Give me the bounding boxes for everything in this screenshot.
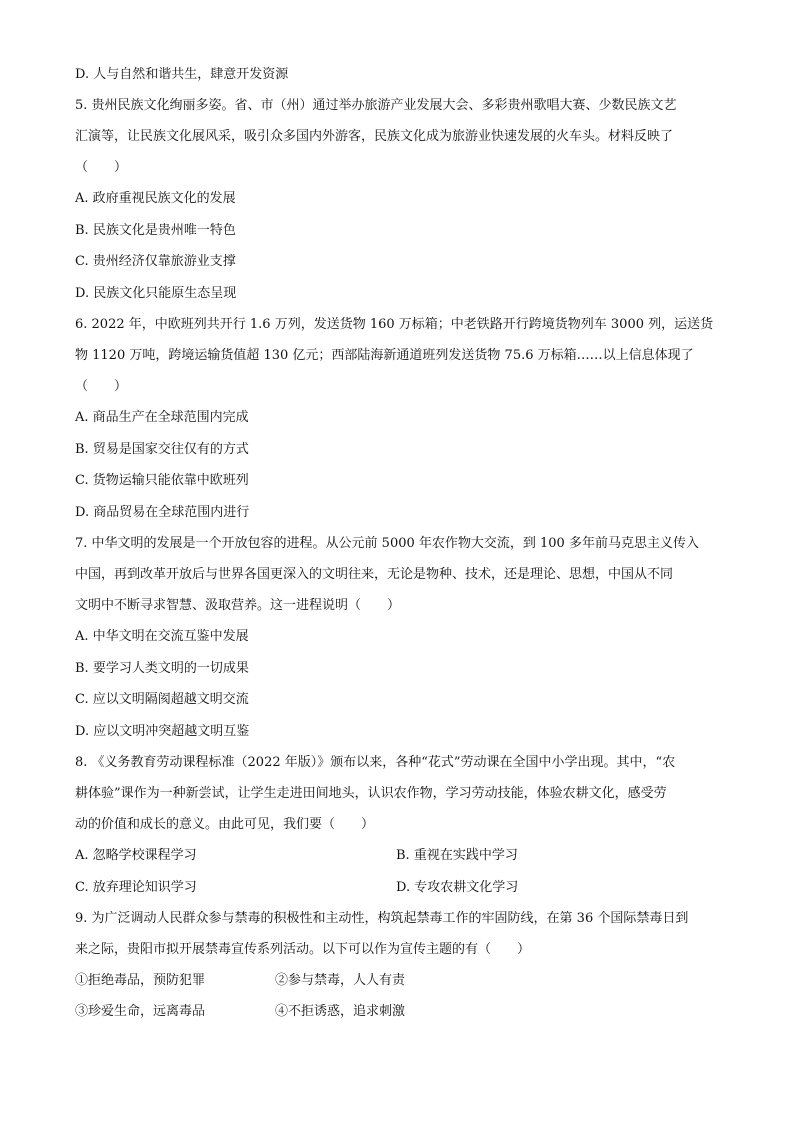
q8-stem-line3: 动的价值和成长的意义。由此可见，我们要（ ） — [75, 817, 375, 832]
q7-option-a[interactable]: A. 中华文明在交流互鉴中发展 — [75, 629, 249, 644]
q7-option-d[interactable]: D. 应以文明冲突超越文明互鉴 — [75, 724, 250, 739]
q7-option-c[interactable]: C. 应以文明隔阂超越文明交流 — [75, 692, 249, 707]
q8-stem-line1: 8. 《义务教育劳动课程标准（2022 年版）》颁布以来，各种“花式”劳动课在全国中小学出现。其中，“农 — [75, 755, 676, 770]
q9-item-3[interactable]: ③珍爱生命，远离毒品 — [75, 1004, 206, 1019]
q8-option-b[interactable]: B. 重视在实践中学习 — [396, 848, 518, 863]
q5-option-d[interactable]: D. 民族文化只能原生态呈现 — [75, 286, 237, 301]
q7-option-b[interactable]: B. 要学习人类文明的一切成果 — [75, 661, 249, 676]
q6-option-b[interactable]: B. 贸易是国家交往仅有的方式 — [75, 442, 249, 457]
q5-stem-line1: 5. 贵州民族文化绚丽多姿。省、市（州）通过举办旅游产业发展大会、多彩贵州歌唱大赛、少数民族文艺 — [75, 98, 677, 113]
q5-stem-line2: 汇演等，让民族文化展风采，吸引众多国内外游客，民族文化成为旅游业快速发展的火车头。材料反映了 — [75, 129, 674, 144]
q6-answer-blank: （ ） — [75, 379, 128, 394]
q5-option-c[interactable]: C. 贵州经济仅靠旅游业支撑 — [75, 254, 236, 269]
q6-stem-line2: 物 1120 万吨，跨境运输货值超 130 亿元；西部陆海新通道班列发送货物 75.6 万标箱……以上信息体现了 — [75, 348, 694, 363]
q5-answer-blank: （ ） — [75, 160, 128, 175]
q6-stem-line1: 6. 2022 年，中欧班列共开行 1.6 万列，发送货物 160 万标箱；中老铁路开行跨境货物列车 3000 列，运送货 — [75, 317, 714, 332]
q6-option-d[interactable]: D. 商品贸易在全球范围内进行 — [75, 505, 250, 520]
q9-item-2[interactable]: ②参与禁毒，人人有责 — [275, 973, 406, 988]
q5-option-b[interactable]: B. 民族文化是贵州唯一特色 — [75, 223, 236, 238]
q7-stem-line2: 中国，再到改革开放后与世界各国更深入的文明往来，无论是物种、技术，还是理论、思想，中国从不同 — [75, 567, 674, 582]
q6-option-c[interactable]: C. 货物运输只能依靠中欧班列 — [75, 473, 249, 488]
q8-stem-line2: 耕体验”课作为一种新尝试，让学生走进田间地头，认识农作物，学习劳动技能，体验农耕文化，感受劳 — [75, 786, 667, 801]
q9-stem-line1: 9. 为广泛调动人民群众参与禁毒的积极性和主动性，构筑起禁毒工作的牢固防线，在第 36 个国际禁毒日到 — [75, 911, 689, 926]
q8-option-d[interactable]: D. 专攻农耕文化学习 — [396, 880, 519, 895]
q9-stem-line2: 来之际，贵阳市拟开展禁毒宣传系列活动。以下可以作为宣传主题的有（ ） — [75, 942, 531, 957]
q4-option-d[interactable]: D. 人与自然和谐共生，肆意开发资源 — [75, 67, 289, 82]
q7-stem-line3: 文明中不断寻求智慧、汲取营养。这一进程说明（ ） — [75, 598, 401, 613]
q5-option-a[interactable]: A. 政府重视民族文化的发展 — [75, 191, 236, 206]
q6-option-a[interactable]: A. 商品生产在全球范围内完成 — [75, 410, 249, 425]
q9-item-4[interactable]: ④不拒诱惑，追求刺激 — [275, 1004, 406, 1019]
q8-option-c[interactable]: C. 放弃理论知识学习 — [75, 880, 197, 895]
q8-option-a[interactable]: A. 忽略学校课程学习 — [75, 848, 197, 863]
q7-stem-line1: 7. 中华文明的发展是一个开放包容的进程。从公元前 5000 年农作物大交流，到 100 多年前马克思主义传入 — [75, 536, 699, 551]
q9-item-1[interactable]: ①拒绝毒品，预防犯罪 — [75, 973, 206, 988]
